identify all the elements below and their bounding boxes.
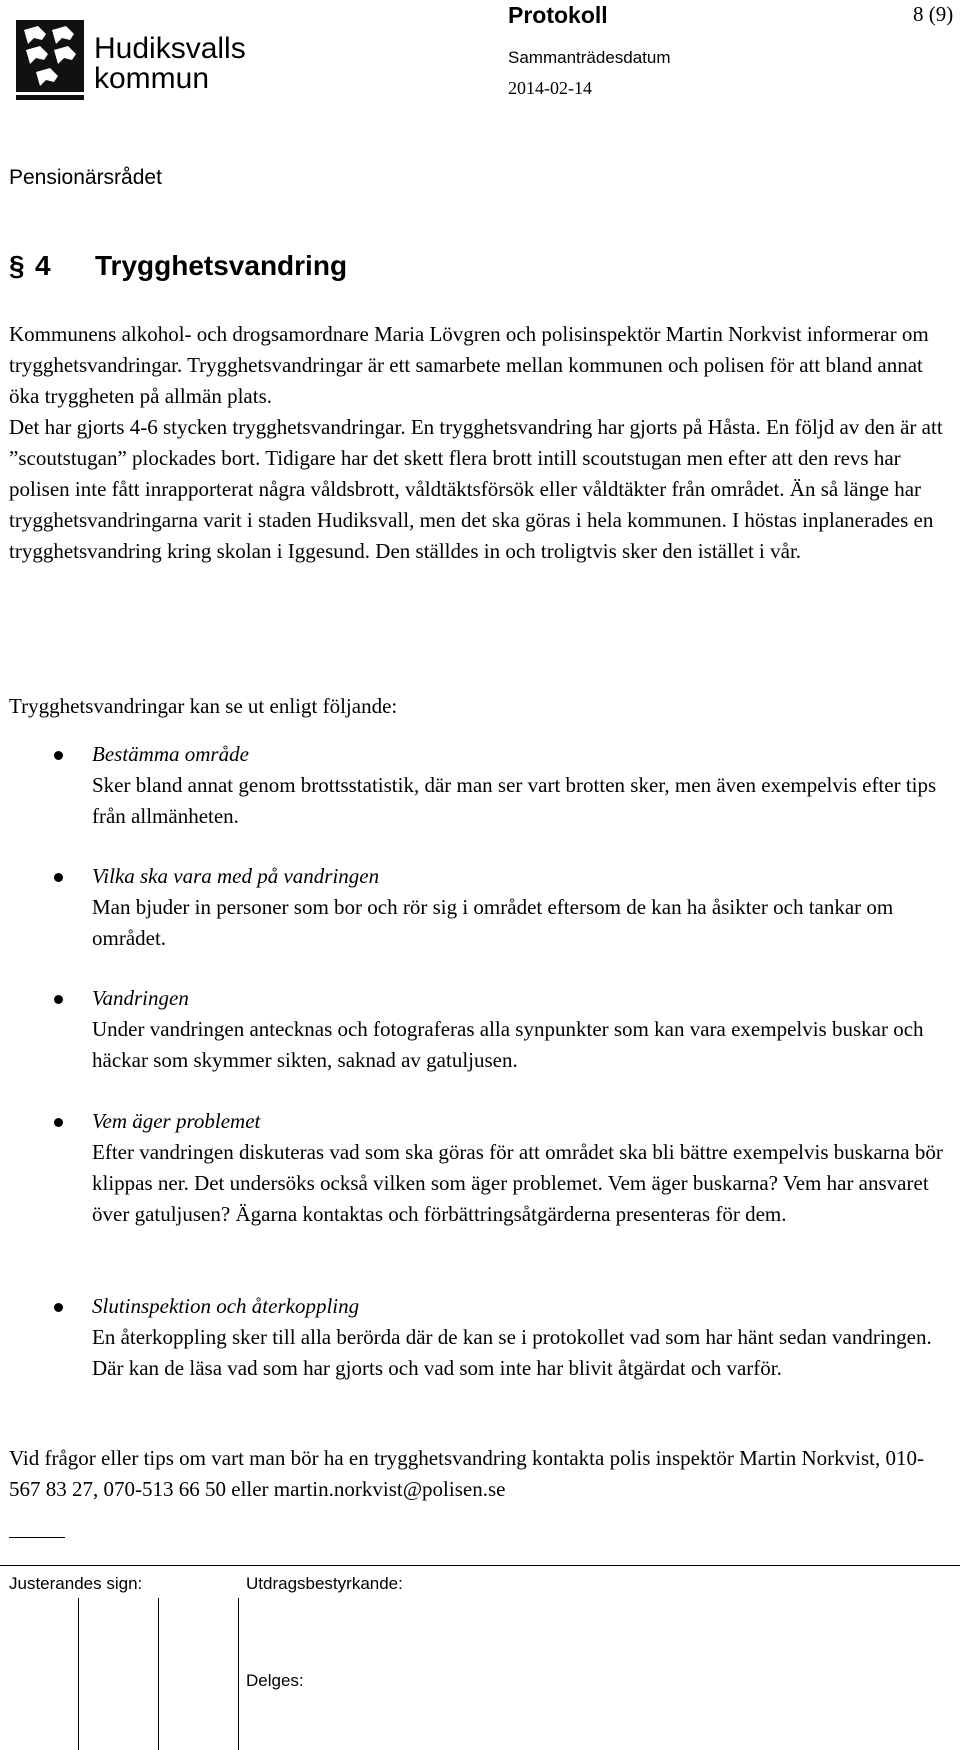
list-item-text: Sker bland annat genom brottsstatistik, där man ser vart brotten sker, men även exempelvis efter tips från allmänheten. — [92, 773, 937, 828]
section-sign: § — [9, 250, 25, 281]
meeting-date-label: Sammanträdesdatum — [508, 48, 671, 67]
footer-divider — [0, 1565, 960, 1566]
section-heading — [9, 250, 347, 282]
intro-paragraph: Kommunens alkohol- och drogsamordnare Maria Lövgren och polisinspektör Martin Norkvist informerar om trygghetsvandringar. Trygghetsvandringar är ett samarbete mellan kommunen och polisen för att bland annat öka tryggheten på allmän plats. — [9, 322, 929, 408]
list-item-title: Vem äger problemet — [92, 1109, 261, 1133]
list-item-text: Under vandringen antecknas och fotograferas alla synpunkter som kan vara exempelvis buskar och häckar som skymmer sikten, saknad av gatuljusen. — [92, 1017, 924, 1072]
list-item-text: Efter vandringen diskuteras vad som ska göras för att området ska bli bättre exempelvis buskarna bör klippas ner. Det undersöks också vilken som äger problemet. Vem äger buskarna? Vem har ansvaret över gatuljusen? Ägarna kontaktas och förbättringsåtgärderna presenteras för dem. — [92, 1140, 943, 1226]
list-item-title: Slutinspektion och återkoppling — [92, 1294, 360, 1318]
section-number: 4 — [35, 250, 51, 281]
list-item — [92, 1291, 952, 1384]
list-item-title: Vandringen — [92, 986, 189, 1010]
page-title: Protokoll — [508, 2, 608, 28]
logo-text-line2: kommun — [94, 62, 210, 95]
extract-certification-label: Utdragsbestyrkande: — [246, 1574, 403, 1593]
list-item-text: Man bjuder in personer som bor och rör sig i området eftersom de kan ha åsikter och tankar om området. — [92, 895, 894, 950]
bullet-icon — [54, 1303, 63, 1312]
list-item-title: Bestämma område — [92, 742, 249, 766]
bullet-icon — [54, 1118, 63, 1127]
signature-label: Justerandes sign: — [9, 1574, 143, 1593]
logo-text-line1: Hudiksvalls — [94, 32, 246, 65]
signature-box-divider — [238, 1598, 239, 1750]
list-item — [92, 983, 952, 1076]
list-item — [92, 861, 952, 954]
list-item — [92, 739, 952, 832]
list-item — [92, 1106, 952, 1230]
meeting-date: 2014-02-14 — [508, 78, 592, 98]
signature-box-divider — [158, 1598, 159, 1750]
footnote-separator — [9, 1537, 65, 1538]
goat-emblem-icon — [16, 20, 84, 100]
bullet-icon — [54, 873, 63, 882]
distribution-label: Delges: — [246, 1671, 304, 1690]
bullet-icon — [54, 751, 63, 760]
bullet-icon — [54, 995, 63, 1004]
municipality-logo — [16, 20, 261, 100]
signature-box-divider — [78, 1598, 79, 1750]
section-title: Trygghetsvandring — [95, 250, 348, 281]
page-number: 8 (9) — [913, 2, 954, 26]
list-item-title: Vilka ska vara med på vandringen — [92, 864, 380, 888]
tours-paragraph: Det har gjorts 4-6 stycken trygghetsvandringar. En trygghetsvandring har gjorts på Håsta. En följd av den är att ”scoutstugan” plockades bort. Tidigare har det skett flera brott intill scoutstugan men efter att den revs har polisen inte fått inrapporterat några våldsbrott, våldtäktsförsök eller våldtäkter från området. Än så länge har trygghetsvandringarna varit i staden Hudiksvall, men det ska göras i hela kommunen. I höstas inplanerades en trygghetsvandring kring skolan i Iggesund. Den ställdes in och troligtvis sker den istället i vår. — [9, 415, 943, 563]
contact-paragraph: Vid frågor eller tips om vart man bör ha en trygghetsvandring kontakta polis inspektör Martin Norkvist, 010-567 83 27, 070-513 66 50 eller martin.norkvist@polisen.se — [9, 1446, 924, 1501]
list-item-text: En återkoppling sker till alla berörda där de kan se i protokollet vad som har hänt sedan vandringen. Där kan de läsa vad som har gjorts och vad som inte har blivit åtgärdat och varför. — [92, 1325, 932, 1380]
steps-lead-paragraph: Trygghetsvandringar kan se ut enligt följande: — [9, 694, 398, 718]
committee-name: Pensionärsrådet — [9, 166, 162, 189]
